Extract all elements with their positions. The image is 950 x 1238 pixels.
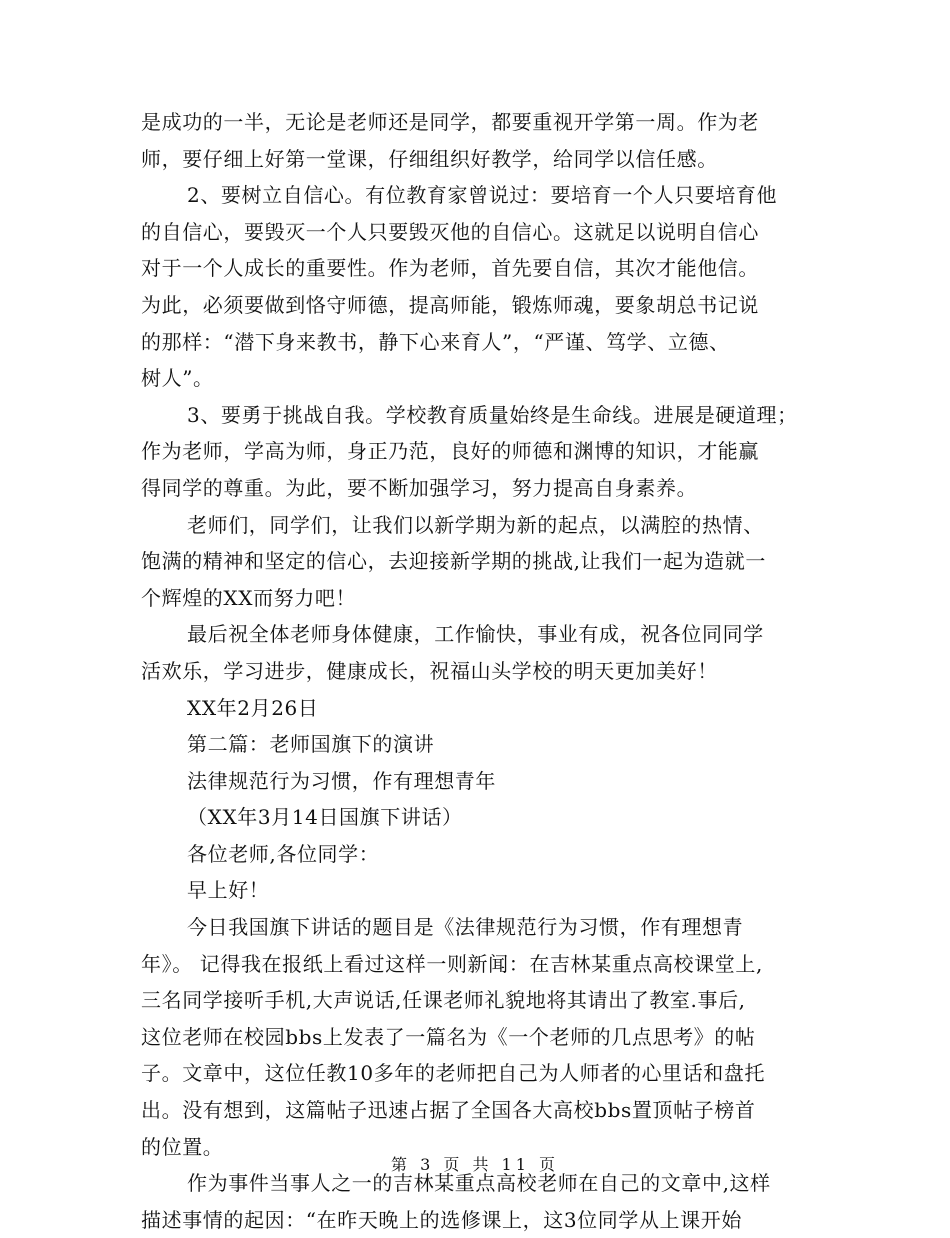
text-line: 的自信心，要毁灭一个人只要毁灭他的自信心。这就足以说明自信心 xyxy=(141,219,759,244)
text-line: 作为老师，学高为师，身正乃范，良好的师德和渊博的知识，才能赢 xyxy=(141,439,759,464)
text-line: 是成功的一半，无论是老师还是同学，都要重视开学第一周。作为老 xyxy=(141,110,759,134)
text-line: 对于一个人成长的重要性。作为老师，首先要自信，其次才能他信。 xyxy=(141,256,759,281)
text-line: 描述事情的起因：“在昨天晚上的选修课上，这3位同学从上课开始 xyxy=(141,1207,742,1232)
text-line: 年》。 记得我在报纸上看过这样一则新闻：在吉林某重点高校课堂上, xyxy=(141,951,763,976)
text-line: （XX年3月14日国旗下讲话） xyxy=(187,805,463,830)
text-line: 个辉煌的XX而努力吧！ xyxy=(141,585,357,610)
text-line: 早上好！ xyxy=(187,878,270,903)
text-line: 得同学的尊重。为此，要不断加强学习，努力提高自身素养。 xyxy=(141,475,698,500)
text-line: 饱满的精神和坚定的信心，去迎接新学期的挑战,让我们一起为造就一 xyxy=(141,549,766,574)
text-line: 老师们，同学们，让我们以新学期为新的起点，以满腔的热情、 xyxy=(187,512,764,537)
text-line: 最后祝全体老师身体健康，工作愉快，事业有成，祝各位同同学 xyxy=(187,622,764,647)
text-line: 第二篇：老师国旗下的演讲 xyxy=(187,732,435,757)
text-line: 的位置。 xyxy=(141,1134,224,1159)
text-line: XX年2月26日 xyxy=(187,695,319,720)
text-line: 子。文章中，这位任教10多年的老师把自己为人师者的心里话和盘托 xyxy=(141,1061,766,1086)
text-line: 作为事件当事人之一的吉林某重点高校老师在自己的文章中,这样 xyxy=(187,1171,771,1196)
text-line: 这位老师在校园bbs上发表了一篇名为《一个老师的几点思考》的帖 xyxy=(141,1024,756,1049)
text-line: 师，要仔细上好第一堂课，仔细组织好教学，给同学以信任感。 xyxy=(141,146,718,171)
text-line: 3、要勇于挑战自我。学校教育质量始终是生命线。进展是硬道理； xyxy=(187,402,798,427)
text-line: 三名同学接听手机,大声说话,任课老师礼貌地将其请出了教室.事后, xyxy=(141,988,746,1013)
text-line: 的那样：“潜下身来教书，静下心来育人”，“严谨、笃学、立德、 xyxy=(141,329,730,354)
text-line: 树人”。 xyxy=(141,366,214,391)
text-line: 今日我国旗下讲话的题目是《法律规范行为习惯，作有理想青 xyxy=(187,915,744,940)
text-line: 活欢乐，学习进步，健康成长，祝福山头学校的明天更加美好！ xyxy=(141,658,718,683)
text-line: 出。没有想到，这篇帖子迅速占据了全国各大高校bbs置顶帖子榜首 xyxy=(141,1098,756,1123)
document-body xyxy=(141,104,821,1238)
page-footer: 第 3 页 共 11 页 xyxy=(391,1155,559,1174)
text-line: 2、要树立自信心。有位教育家曾说过：要培育一个人只要培育他 xyxy=(187,183,778,208)
text-line: 各位老师,各位同学： xyxy=(187,841,380,866)
text-line: 为此，必须要做到恪守师德，提高师能，锻炼师魂，要象胡总书记说 xyxy=(141,292,759,317)
text-line: 法律规范行为习惯，作有理想青年 xyxy=(187,768,496,793)
